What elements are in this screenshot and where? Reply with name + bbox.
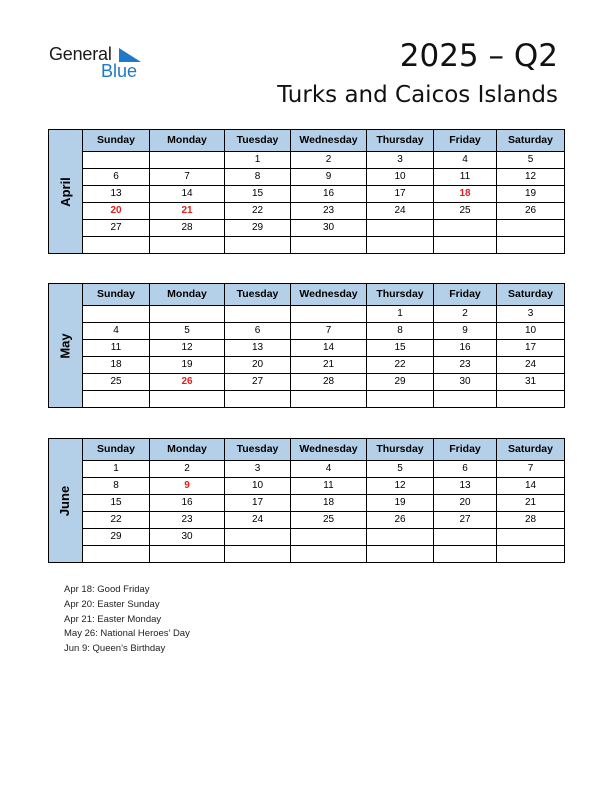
day-cell: 16 xyxy=(291,186,367,203)
holiday-note: May 26: National Heroes’ Day xyxy=(64,628,190,640)
day-cell: 28 xyxy=(150,220,225,237)
day-cell: 28 xyxy=(291,374,367,391)
weekday-header: Sunday xyxy=(83,130,150,152)
month-calendar-april xyxy=(48,129,564,254)
day-cell: 27 xyxy=(225,374,291,391)
month-label xyxy=(49,284,83,408)
day-cell: 25 xyxy=(83,374,150,391)
week-row xyxy=(49,186,565,203)
day-cell: 15 xyxy=(83,495,150,512)
day-cell xyxy=(83,306,150,323)
weekday-header: Monday xyxy=(150,284,225,306)
day-cell: 13 xyxy=(225,340,291,357)
weekday-header: Wednesday xyxy=(291,439,367,461)
day-cell: 15 xyxy=(225,186,291,203)
weekday-header: Friday xyxy=(434,439,497,461)
day-cell: 27 xyxy=(434,512,497,529)
weekday-header: Tuesday xyxy=(225,130,291,152)
day-cell: 4 xyxy=(83,323,150,340)
weekday-header: Monday xyxy=(150,130,225,152)
day-cell: 18 xyxy=(434,186,497,203)
day-cell xyxy=(367,220,434,237)
day-cell: 9 xyxy=(434,323,497,340)
day-cell: 25 xyxy=(434,203,497,220)
day-cell xyxy=(225,306,291,323)
week-row xyxy=(49,323,565,340)
holiday-note: Apr 20: Easter Sunday xyxy=(64,598,160,610)
day-cell: 6 xyxy=(225,323,291,340)
weekday-header: Sunday xyxy=(83,284,150,306)
day-cell: 2 xyxy=(150,461,225,478)
day-cell: 21 xyxy=(291,357,367,374)
day-cell: 20 xyxy=(83,203,150,220)
month-calendar-may xyxy=(48,283,564,408)
day-cell: 27 xyxy=(83,220,150,237)
day-cell: 5 xyxy=(367,461,434,478)
brand-logo xyxy=(49,44,149,84)
week-row xyxy=(49,374,565,391)
day-cell xyxy=(434,237,497,254)
calendar-table xyxy=(48,283,565,408)
country-title: Turks and Caicos Islands xyxy=(277,82,558,108)
day-cell: 20 xyxy=(225,357,291,374)
day-cell: 19 xyxy=(497,186,565,203)
day-cell: 23 xyxy=(291,203,367,220)
day-cell: 21 xyxy=(497,495,565,512)
day-cell xyxy=(150,391,225,408)
week-row xyxy=(49,495,565,512)
day-cell: 20 xyxy=(434,495,497,512)
weekday-header: Tuesday xyxy=(225,284,291,306)
week-row xyxy=(49,306,565,323)
day-cell xyxy=(291,529,367,546)
month-label xyxy=(49,439,83,563)
day-cell: 13 xyxy=(83,186,150,203)
day-cell: 16 xyxy=(150,495,225,512)
week-row xyxy=(49,357,565,374)
quarter-title: 2025 – Q2 xyxy=(399,38,558,74)
day-cell: 17 xyxy=(497,340,565,357)
day-cell: 24 xyxy=(225,512,291,529)
week-row xyxy=(49,340,565,357)
month-name: May xyxy=(57,332,73,359)
day-cell xyxy=(83,546,150,563)
day-cell: 17 xyxy=(225,495,291,512)
day-cell: 21 xyxy=(150,203,225,220)
day-cell: 7 xyxy=(291,323,367,340)
day-cell: 9 xyxy=(150,478,225,495)
day-cell: 9 xyxy=(291,169,367,186)
day-cell: 3 xyxy=(367,152,434,169)
day-cell: 2 xyxy=(291,152,367,169)
day-cell: 2 xyxy=(434,306,497,323)
day-cell: 6 xyxy=(83,169,150,186)
week-row xyxy=(49,169,565,186)
weekday-header: Friday xyxy=(434,284,497,306)
day-cell: 22 xyxy=(225,203,291,220)
day-cell: 3 xyxy=(225,461,291,478)
day-cell xyxy=(83,152,150,169)
day-cell: 11 xyxy=(291,478,367,495)
day-cell xyxy=(367,529,434,546)
brand-word-general: General xyxy=(49,44,112,64)
day-cell: 12 xyxy=(497,169,565,186)
weekday-header: Wednesday xyxy=(291,130,367,152)
day-cell: 8 xyxy=(83,478,150,495)
day-cell xyxy=(150,152,225,169)
day-cell xyxy=(150,237,225,254)
day-cell xyxy=(291,306,367,323)
day-cell: 19 xyxy=(150,357,225,374)
day-cell xyxy=(434,220,497,237)
day-cell xyxy=(367,237,434,254)
day-cell: 22 xyxy=(367,357,434,374)
day-cell xyxy=(497,237,565,254)
day-cell xyxy=(367,546,434,563)
day-cell xyxy=(434,529,497,546)
day-cell xyxy=(497,220,565,237)
day-cell: 10 xyxy=(225,478,291,495)
calendar-table xyxy=(48,438,565,563)
holiday-note: Apr 21: Easter Monday xyxy=(64,613,162,625)
day-cell xyxy=(291,546,367,563)
day-cell: 8 xyxy=(367,323,434,340)
month-calendar-june xyxy=(48,438,564,563)
day-cell xyxy=(497,546,565,563)
day-cell: 13 xyxy=(434,478,497,495)
day-cell: 24 xyxy=(497,357,565,374)
weekday-header: Wednesday xyxy=(291,284,367,306)
weekday-header: Monday xyxy=(150,439,225,461)
day-cell: 6 xyxy=(434,461,497,478)
day-cell: 14 xyxy=(497,478,565,495)
weekday-header: Thursday xyxy=(367,439,434,461)
day-cell xyxy=(434,546,497,563)
day-cell: 23 xyxy=(150,512,225,529)
brand-word-blue: Blue xyxy=(101,61,138,81)
day-cell: 24 xyxy=(367,203,434,220)
day-cell: 18 xyxy=(83,357,150,374)
day-cell xyxy=(225,529,291,546)
day-cell xyxy=(291,391,367,408)
month-name: April xyxy=(57,176,73,207)
calendar-table xyxy=(48,129,565,254)
day-cell: 14 xyxy=(291,340,367,357)
day-cell xyxy=(83,391,150,408)
day-cell: 14 xyxy=(150,186,225,203)
day-cell xyxy=(225,237,291,254)
day-cell: 22 xyxy=(83,512,150,529)
week-row xyxy=(49,220,565,237)
day-cell: 8 xyxy=(225,169,291,186)
day-cell: 4 xyxy=(291,461,367,478)
week-row xyxy=(49,237,565,254)
day-cell: 25 xyxy=(291,512,367,529)
weekday-header: Sunday xyxy=(83,439,150,461)
day-cell: 5 xyxy=(497,152,565,169)
day-cell: 31 xyxy=(497,374,565,391)
day-cell: 17 xyxy=(367,186,434,203)
weekday-header: Tuesday xyxy=(225,439,291,461)
week-row xyxy=(49,203,565,220)
day-cell: 26 xyxy=(497,203,565,220)
day-cell: 30 xyxy=(291,220,367,237)
day-cell xyxy=(291,237,367,254)
holiday-note: Apr 18: Good Friday xyxy=(64,584,150,595)
day-cell: 12 xyxy=(150,340,225,357)
day-cell: 30 xyxy=(434,374,497,391)
day-cell xyxy=(367,391,434,408)
weekday-header: Saturday xyxy=(497,439,565,461)
day-cell: 12 xyxy=(367,478,434,495)
day-cell xyxy=(225,546,291,563)
day-cell: 11 xyxy=(83,340,150,357)
day-cell: 19 xyxy=(367,495,434,512)
day-cell: 26 xyxy=(367,512,434,529)
week-row xyxy=(49,391,565,408)
day-cell: 10 xyxy=(367,169,434,186)
day-cell: 30 xyxy=(150,529,225,546)
weekday-header: Thursday xyxy=(367,284,434,306)
month-label xyxy=(49,130,83,254)
week-row xyxy=(49,461,565,478)
day-cell: 1 xyxy=(367,306,434,323)
day-cell xyxy=(150,546,225,563)
holiday-notes xyxy=(64,583,190,657)
day-cell: 10 xyxy=(497,323,565,340)
day-cell: 1 xyxy=(225,152,291,169)
month-name: June xyxy=(57,485,73,516)
day-cell: 5 xyxy=(150,323,225,340)
week-row xyxy=(49,546,565,563)
day-cell xyxy=(150,306,225,323)
day-cell: 15 xyxy=(367,340,434,357)
day-cell: 4 xyxy=(434,152,497,169)
day-cell: 26 xyxy=(150,374,225,391)
day-cell: 11 xyxy=(434,169,497,186)
day-cell: 3 xyxy=(497,306,565,323)
day-cell: 29 xyxy=(225,220,291,237)
day-cell xyxy=(497,391,565,408)
day-cell xyxy=(497,529,565,546)
day-cell: 1 xyxy=(83,461,150,478)
day-cell: 29 xyxy=(367,374,434,391)
weekday-header: Thursday xyxy=(367,130,434,152)
week-row xyxy=(49,152,565,169)
day-cell: 16 xyxy=(434,340,497,357)
brand-triangle-icon xyxy=(119,48,141,62)
weekday-header: Friday xyxy=(434,130,497,152)
day-cell: 28 xyxy=(497,512,565,529)
day-cell xyxy=(83,237,150,254)
week-row xyxy=(49,478,565,495)
day-cell: 18 xyxy=(291,495,367,512)
holiday-note: Jun 9: Queen’s Birthday xyxy=(64,643,166,655)
weekday-header: Saturday xyxy=(497,130,565,152)
day-cell: 23 xyxy=(434,357,497,374)
day-cell xyxy=(434,391,497,408)
weekday-header: Saturday xyxy=(497,284,565,306)
day-cell xyxy=(225,391,291,408)
day-cell: 7 xyxy=(150,169,225,186)
week-row xyxy=(49,529,565,546)
week-row xyxy=(49,512,565,529)
day-cell: 29 xyxy=(83,529,150,546)
day-cell: 7 xyxy=(497,461,565,478)
